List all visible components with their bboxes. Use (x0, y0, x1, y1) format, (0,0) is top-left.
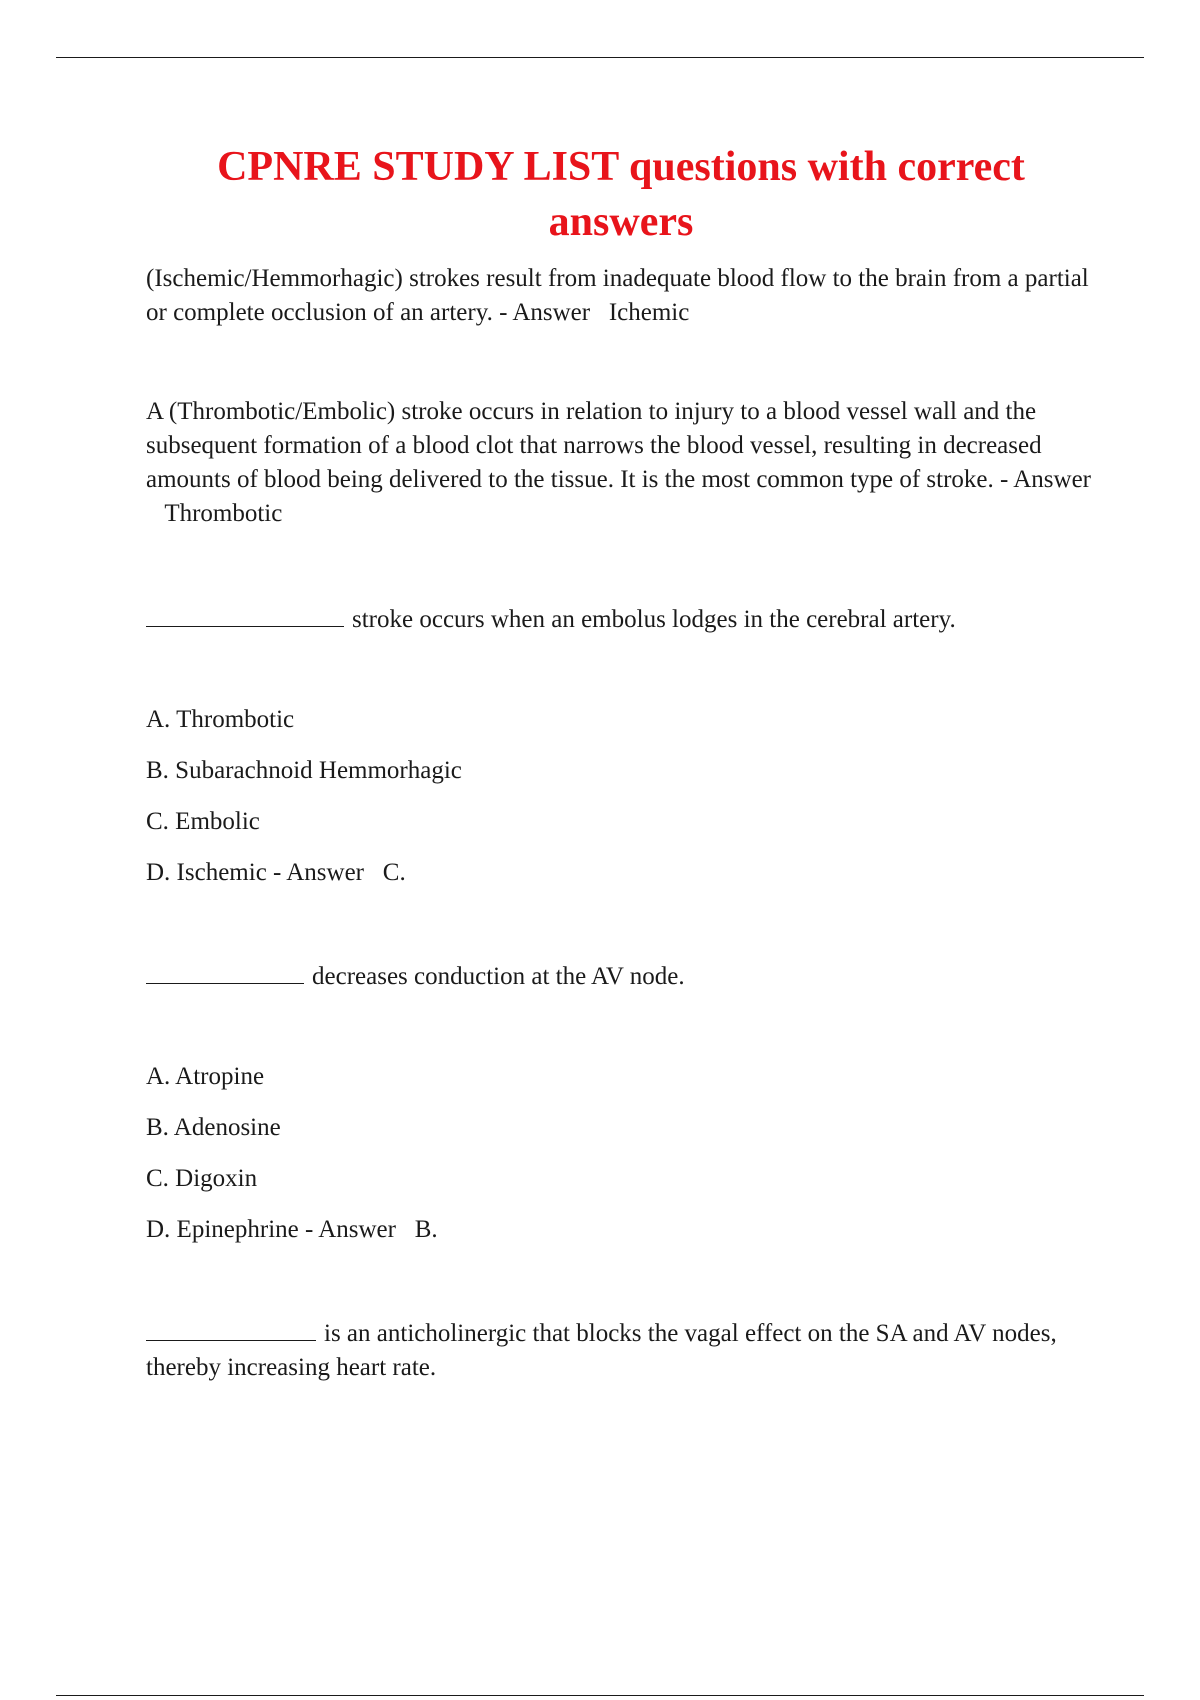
option-b: B. Subarachnoid Hemmorhagic (146, 757, 462, 784)
question-text (146, 598, 1096, 637)
answer-label: Answer (318, 1216, 396, 1243)
options-list (146, 1060, 1096, 1247)
document-title: CPNRE STUDY LIST questions with correct answers (217, 144, 1025, 245)
option-d-text: D. Epinephrine (146, 1216, 299, 1243)
question-4-answer: B. (414, 1216, 438, 1243)
question-4-text: decreases conduction at the AV node. (312, 963, 685, 990)
answer-blank (146, 955, 304, 984)
option-d-text: D. Ischemic (146, 859, 267, 886)
answer-label: Answer (512, 299, 591, 326)
question-1 (146, 262, 1096, 330)
document-body (146, 140, 1096, 1385)
question-3-text: stroke occurs when an embolus lodges in the cerebral artery. (352, 606, 956, 633)
question-4 (146, 955, 1096, 1247)
question-2-answer: Thrombotic (164, 500, 283, 527)
answer-label: Answer (1013, 466, 1091, 493)
question-text: (Ischemic/Hemmorhagic) strokes result from inadequate blood flow to the brain from a partial or complete occlusion of an artery. - Answer Ichemic (146, 265, 1089, 326)
question-1-answer: Ichemic (608, 299, 690, 326)
question-text: A (Thrombotic/Embolic) stroke occurs in relation to injury to a blood vessel wall and the subsequent formation of a blood clot that narrows the blood vessel, resulting in decreased amounts of blood being delivered to the tissue. It is the most common type of stroke. - Answer Thrombotic (146, 398, 1091, 527)
option-b: B. Adenosine (146, 1114, 281, 1141)
option-c: C. Digoxin (146, 1165, 258, 1192)
option-d: D. Ischemic - Answer C. (146, 859, 406, 886)
question-text (146, 1312, 1096, 1385)
top-rule (56, 57, 1144, 58)
question-1-text: (Ischemic/Hemmorhagic) strokes result from inadequate blood flow to the brain from a partial or complete occlusion of an artery. (146, 265, 1089, 326)
option-d: D. Epinephrine - Answer B. (146, 1216, 438, 1243)
question-text (146, 955, 1096, 994)
option-c: C. Embolic (146, 808, 260, 835)
question-3-answer: C. (382, 859, 406, 886)
question-5-text: is an anticholinergic that blocks the vagal effect on the SA and AV nodes, thereby increasing heart rate. (146, 1320, 1057, 1381)
options-list (146, 703, 1096, 890)
question-5 (146, 1312, 1096, 1385)
answer-blank (146, 598, 344, 627)
bottom-rule (56, 1695, 1144, 1696)
option-a: A. Atropine (146, 1063, 265, 1090)
question-2 (146, 395, 1096, 531)
answer-blank (146, 1312, 316, 1341)
answer-label: Answer (286, 859, 365, 886)
question-3 (146, 598, 1096, 890)
question-2-text: A (Thrombotic/Embolic) stroke occurs in relation to injury to a blood vessel wall and the subsequent formation of a blood clot that narrows the blood vessel, resulting in decreased amounts of blood being delivered to the tissue. It is the most common type of stroke. (146, 398, 1042, 493)
option-a: A. Thrombotic (146, 706, 295, 733)
